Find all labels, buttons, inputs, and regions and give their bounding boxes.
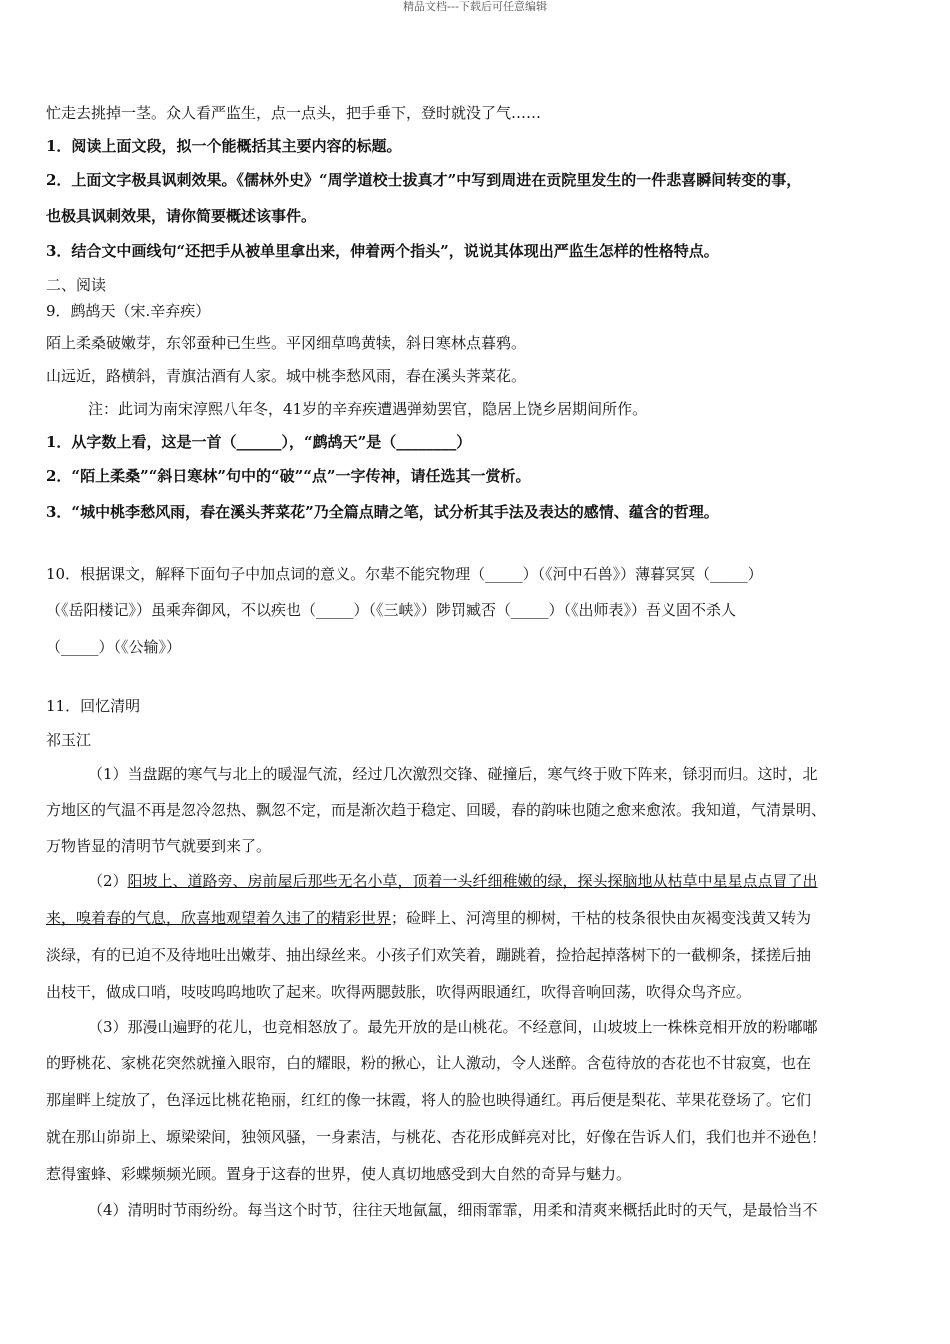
text-line: 忙走去挑掉一茎。众人看严监生，点一点头，把手垂下，登时就没了气…… (46, 104, 542, 122)
question-line: 2．上面文字极具讽刺效果。《儒林外史》“周学道校士拔真才”中写到周进在贡院里发生的一件悲喜瞬间转变的事， (46, 171, 802, 189)
poem-note: 注：此词为南宋淳熙八年冬，41岁的辛弃疾遭遇弹劾罢官，隐居上饶乡居期间所作。 (88, 400, 648, 418)
article-author: 祁玉江 (46, 731, 92, 749)
paragraph-line: 那崖畔上绽放了，色泽远比桃花艳丽，红红的像一抹霞，将人的脸也映得通红。再后便是梨花、苹果花登场了。它们 (46, 1091, 812, 1109)
page-header: 精品文档---下载后可任意编辑 (403, 0, 547, 13)
underlined-sentence: 阳坡上、道路旁、房前屋后那些无名小草，顶着一头纤细稚嫩的绿，探头探脑地从枯草中星星点点冒了出 (127, 872, 818, 890)
paragraph-text: ；硷畔上、河湾里的柳树，干枯的枝条很快由灰褐变浅黄又转为 (391, 909, 812, 927)
section-heading: 二、阅读 (46, 276, 107, 294)
question-line: 也极具讽刺效果，请你简要概述该事件。 (46, 207, 317, 225)
question-line: 10．根据课文，解释下面句子中加点词的意义。尔辈不能究物理（_____）（《河中石兽》）薄暮冥冥（_____） (46, 565, 763, 583)
paragraph-line: 方地区的气温不再是忽冷忽热、飘忽不定，而是渐次趋于稳定、回暖，春的韵味也随之愈来愈浓。我知道，气清景明、 (46, 801, 827, 819)
paragraph-line: 出枝干，做成口哨，吱吱呜呜地吹了起来。吹得两腮鼓胀，吹得两眼通红，吹得音响回荡，吹得众鸟齐应。 (46, 983, 752, 1001)
paragraph-line: 惹得蜜蜂、彩蝶频频光顾。置身于这春的世界，使人真切地感受到大自然的奇异与魅力。 (46, 1165, 632, 1183)
question-line: 3．“城中桃李愁风雨，春在溪头荠菜花”乃全篇点睛之笔，试分析其手法及表达的感情、蕴含的哲理。 (46, 503, 719, 521)
underlined-sentence: 来，嗅着春的气息，欣喜地观望着久违了的精彩世界 (46, 909, 392, 927)
paragraph-line: 的野桃花、家桃花突然就撞入眼帘，白的耀眼，粉的揪心，让人激动，令人迷醉。含苞待放的杏花也不甘寂寞，也在 (46, 1054, 812, 1072)
article-title: 11．回忆清明 (46, 697, 141, 715)
paragraph-line: 就在那山峁峁上、塬梁梁间，独领风骚，一身素洁，与桃花、杏花形成鲜亮对比，好像在告诉人们，我们也并不逊色！ (46, 1128, 827, 1146)
question-line: 1．从字数上看，这是一首（______），“鹧鸪天”是（________） (46, 433, 472, 451)
paragraph-line: 淡绿，有的已迫不及待地吐出嫩芽、抽出绿丝来。小孩子们欢笑着，蹦跳着，捡拾起掉落树下的一截柳条，揉搓后抽 (46, 946, 812, 964)
question-line: （《岳阳楼记》）虽乘奔御风，不以疾也（_____）（《三峡》）陟罚臧否（_____）（《出师表》）吾义固不杀人 (46, 601, 737, 619)
poem-line: 陌上柔桑破嫩芽，东邻蚕种已生些。平冈细草鸣黄犊，斜日寒林点暮鸦。 (46, 334, 527, 352)
paragraph-line: （1）当盘踞的寒气与北上的暖湿气流，经过几次激烈交锋、碰撞后，寒气终于败下阵来，铩羽而归。这时，北 (88, 765, 818, 783)
paragraph-line: （4）清明时节雨纷纷。每当这个时节，往往天地氤氲，细雨霏霏，用柔和清爽来概括此时的天气，是最恰当不 (88, 1201, 818, 1219)
paragraph-line (46, 909, 811, 927)
paragraph-line: （3）那漫山遍野的花儿，也竞相怒放了。最先开放的是山桃花。不经意间，山坡坡上一株株竞相开放的粉嘟嘟 (88, 1018, 818, 1036)
question-line: 1．阅读上面文段，拟一个能概括其主要内容的标题。 (46, 137, 402, 155)
paragraph-line: 万物皆显的清明节气就要到来了。 (46, 837, 272, 855)
question-line: 2．“陌上柔桑”“斜日寒林”句中的“破”“点”一字传神，请任选其一赏析。 (46, 467, 531, 485)
poem-line: 山远近，路横斜，青旗沽酒有人家。城中桃李愁风雨，春在溪头荠菜花。 (46, 367, 527, 385)
poem-title: 9．鹧鸪天（宋.辛弃疾） (46, 302, 211, 320)
question-line: 3．结合文中画线句“还把手从被单里拿出来，伸着两个指头”，说说其体现出严监生怎样的性格特点。 (46, 242, 719, 260)
question-line: （_____）（《公输》） (46, 638, 182, 656)
paragraph-number: （2） (88, 872, 128, 890)
paragraph-line (88, 872, 818, 890)
